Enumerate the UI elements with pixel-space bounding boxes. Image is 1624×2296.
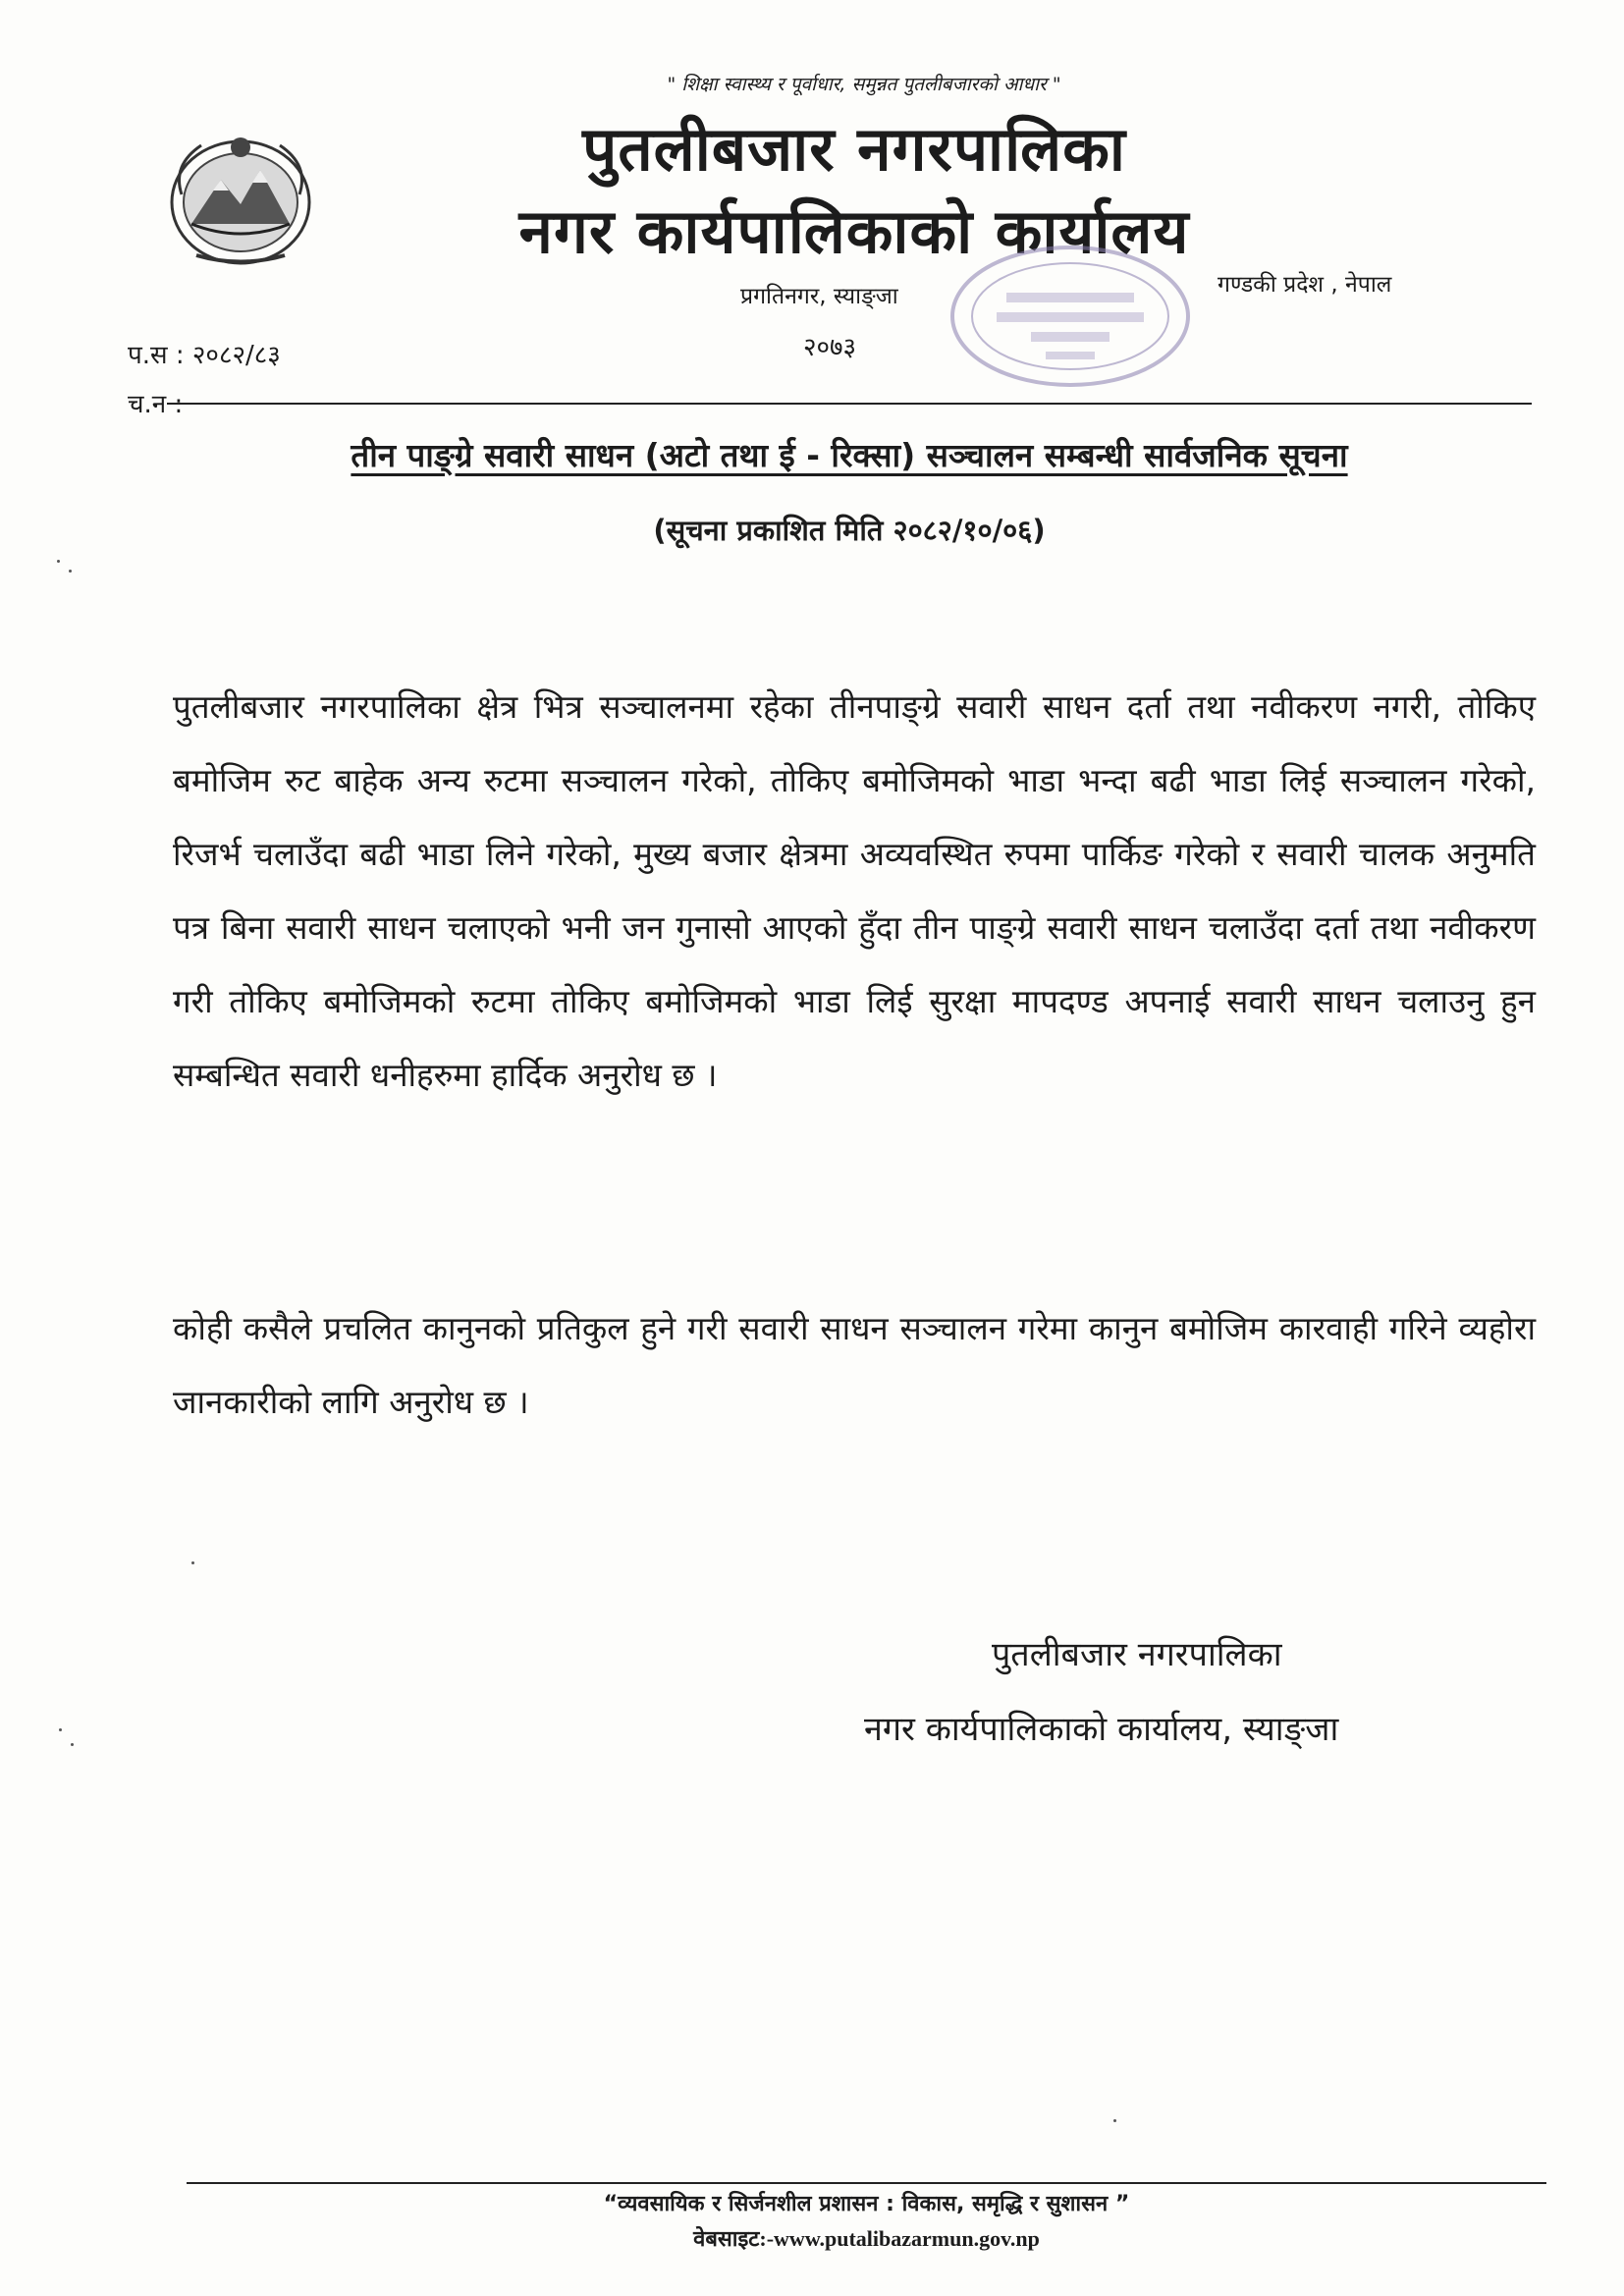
established-year: २०७३ (803, 333, 857, 362)
notice-paragraph-1: पुतलीबजार नगरपालिका क्षेत्र भित्र सञ्चालनमा रहेका तीनपाङ्ग्रे सवारी साधन दर्ता तथा नवीकरण नगरी, तोकिए बमोजिम रुट बाहेक अन्य रुटमा सञ्चालन गरेको, तोकिए बमोजिमको भाडा भन्दा बढी भाडा लिई सञ्चालन गरेको, रिजर्भ चलाउँदा बढी भाडा लिने गरेको, मुख्य बजार क्षेत्रमा अव्यवस्थित रुपमा पार्किङ गरेको र सवारी चालक अनुमति पत्र बिना सवारी साधन चलाएको भनी जन गुनासो आएको हुँदा तीन पाङ्ग्रे सवारी साधन चलाउँदा दर्ता तथा नवीकरण गरी तोकिए बमोजिमको रुटमा तोकिए बमोजिमको भाडा लिई सुरक्षा मापदण्ड अपनाई सवारी साधन चलाउनु हुन सम्बन्धित सवारी धनीहरुमा हार्दिक अनुरोध छ । (173, 687, 1536, 1094)
letter-number: प.स : २०८२/८३ (128, 341, 281, 370)
published-date: (सूचना प्रकाशित मिति २०८२/१०/०६) (653, 514, 1046, 547)
scan-speck (1113, 2119, 1116, 2122)
scan-speck (71, 1743, 74, 1746)
office-stamp-icon (938, 236, 1203, 398)
scan-speck (59, 1728, 62, 1731)
header-divider (167, 403, 1532, 405)
footer-slogan: “व्यवसायिक र सिर्जनशील प्रशासन : विकास, समृद्धि र सुशासन ” (603, 2192, 1130, 2216)
header-motto: " शिक्षा स्वास्थ्य र पूर्वाधार, समुन्नत पुतलीबजारको आधार " (667, 74, 1061, 95)
municipality-title: पुतलीबजार नगरपालिका (582, 113, 1126, 185)
nepal-emblem-icon (162, 126, 319, 273)
notice-subject (167, 432, 1532, 476)
footer-website: वेबसाइट:-www.putalibazarmun.gov.np (693, 2226, 1040, 2251)
signature-line-2: नगर कार्यपालिकाको कार्यालय, स्याङ्जा (864, 1710, 1339, 1749)
signature-line-1: पुतलीबजार नगरपालिका (992, 1635, 1282, 1674)
footer-divider (187, 2182, 1546, 2184)
notice-subject-text: तीन पाङ्ग्रे सवारी साधन (अटो तथा ई - रिक्सा) सञ्चालन सम्बन्धी सार्वजनिक सूचना (351, 436, 1348, 474)
scan-speck (191, 1561, 194, 1564)
notice-paragraph-2: कोही कसैले प्रचलित कानुनको प्रतिकुल हुने गरी सवारी साधन सञ्चालन गरेमा कानुन बमोजिम कारवाही गरिने व्यहोरा जानकारीको लागि अनुरोध छ । (173, 1309, 1536, 1421)
province-name: गण्डकी प्रदेश , नेपाल (1218, 272, 1392, 298)
scan-speck (69, 570, 72, 573)
office-title: नगर कार्यपालिकाको कार्यालय (518, 195, 1190, 267)
dispatch-number: च.न : (128, 390, 184, 419)
office-address: प्रगतिनगर, स्याङ्जा (740, 284, 898, 309)
scan-speck (57, 560, 60, 563)
